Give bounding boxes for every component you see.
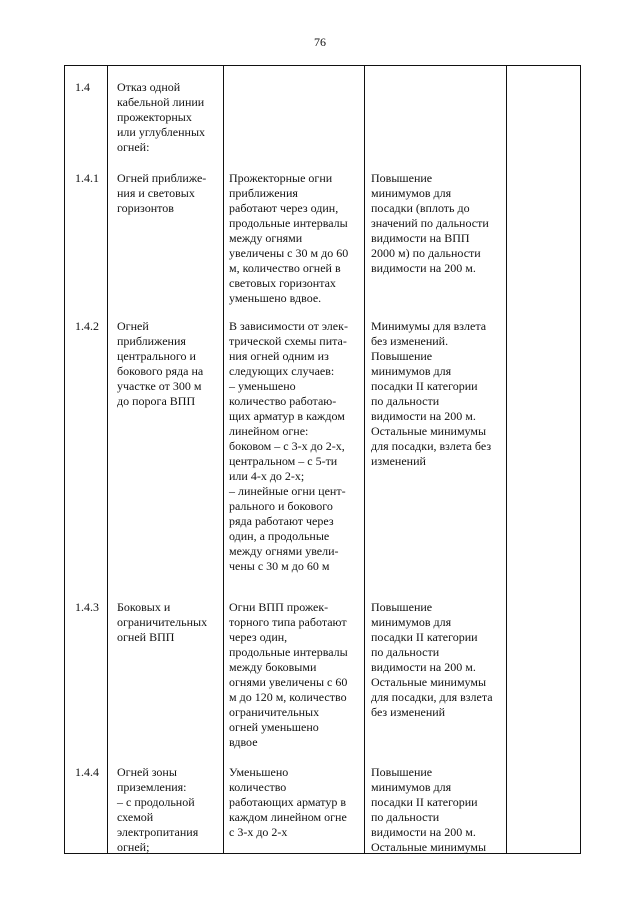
row-number: 1.4	[75, 80, 90, 94]
minimums-change: Повышение минимумов для посадки II категории по дальности видимости на 200 м. Остальные минимумы	[371, 765, 487, 854]
column-divider	[223, 66, 224, 853]
row-number: 1.4.3	[75, 600, 99, 614]
minimums-change: Повышение минимумов для посадки (вплоть до значений по дальности видимости на ВПП 2000 м) по дальности видимости на 200 м.	[371, 171, 489, 275]
minimums-change: Минимумы для взлета без изменений. Повышение минимумов для посадки II категории по дальности видимости на 200 м. Остальные минимумы для посадки, взлета без изменений	[371, 319, 492, 468]
row-number: 1.4.4	[75, 765, 99, 779]
element-description: Отказ одной кабельной линии прожекторных или углубленных огней:	[117, 80, 206, 154]
element-description: Огней зоны приземления: – с продольной схемой электропитания огней;	[117, 765, 199, 854]
requirements-table	[64, 65, 581, 854]
page-number: 76	[314, 35, 326, 49]
element-description: Боковых и ограничительных огней ВПП	[117, 600, 208, 644]
failure-effect: В зависимости от элек- трической схемы пита- ния огней одним из следующих случаев: – уменьшено количество работаю- щих арматур в каждом линейном огне: боковом – с 3-х до 2-х, центральном – с 5-ти или 4-х до 2-х; – линейные огни цент- рального и бокового ряда работают через один, а продольные между огнями увели- чены с 30 м до 60 м	[229, 319, 348, 573]
column-divider	[506, 66, 507, 853]
minimums-change: Повышение минимумов для посадки II категории по дальности видимости на 200 м. Остальные минимумы для посадки, для взлета без изменений	[371, 600, 493, 719]
element-description: Огней приближе- ния и световых горизонтов	[117, 171, 207, 215]
failure-effect: Уменьшено количество работающих арматур в каждом линейном огне с 3-х до 2-х	[229, 765, 347, 839]
row-number: 1.4.2	[75, 319, 99, 333]
row-number: 1.4.1	[75, 171, 99, 185]
element-description: Огней приближения центрального и бокового ряда на участке от 300 м до порога ВПП	[117, 319, 204, 408]
failure-effect: Огни ВПП прожек- торного типа работают через один, продольные интервалы между боковыми огнями увеличены с 60 м до 120 м, количество ограничительных огней уменьшено вдвое	[229, 600, 348, 749]
failure-effect: Прожекторные огни приближения работают через один, продольные интервалы между огнями увеличены с 30 м до 60 м, количество огней в световых горизонтах уменьшено вдвое.	[229, 171, 349, 305]
column-divider	[364, 66, 365, 853]
